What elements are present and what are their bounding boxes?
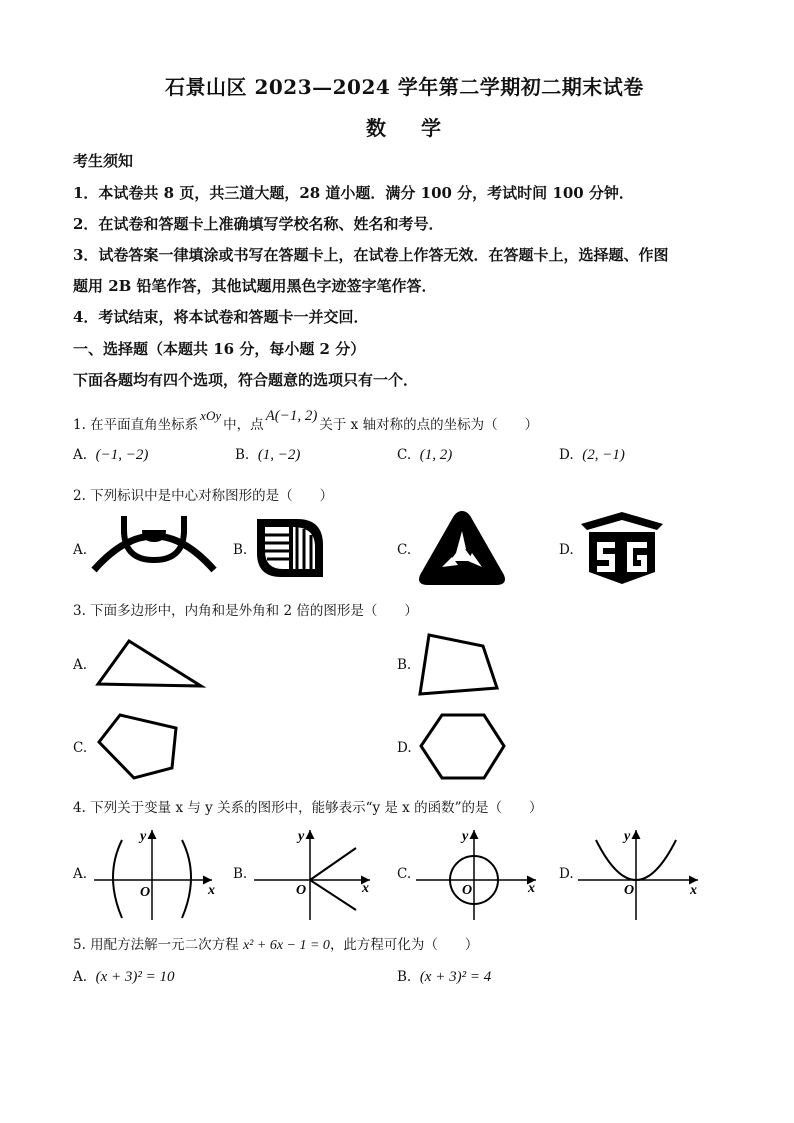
aperture-logo	[416, 509, 508, 587]
hexagon-shape	[418, 712, 506, 782]
option-c	[397, 447, 452, 464]
option-a: A.	[73, 542, 88, 558]
q5-equation: x² + 6x − 1 = 0	[242, 938, 330, 953]
option-d	[559, 447, 625, 464]
exam-title: 石景山区 2023—2024 学年第二学期初二期末试卷	[165, 75, 644, 99]
option-letter: A.	[73, 969, 88, 985]
origin-label: O	[140, 885, 151, 900]
option-letter: A.	[73, 447, 88, 463]
section-title: 一、选择题（本题共 16 分，每小题 2 分）	[73, 340, 366, 358]
graph-b	[252, 826, 382, 922]
axis-y-label: y	[140, 829, 147, 844]
option-b: B.	[233, 542, 248, 558]
option-letter: C.	[397, 447, 412, 463]
option-c: C.	[397, 866, 412, 882]
origin-label: O	[462, 883, 473, 898]
graph-c	[414, 826, 544, 922]
notice-item: 4．考试结束，将本试卷和答题卡一并交回．	[73, 308, 369, 326]
notice-item: 3．试卷答案一律填涂或书写在答题卡上，在试卷上作答无效．在答题卡上，选择题、作图	[73, 246, 669, 264]
option-c: C.	[397, 542, 412, 558]
option-value: (1, −2)	[257, 447, 301, 463]
q5-suffix: ，此方程可化为（ ）	[329, 937, 479, 953]
option-b: B.	[397, 657, 412, 673]
notice-heading: 考生须知	[73, 152, 134, 170]
eye-logo	[88, 512, 220, 576]
question-4: 4. 下列关于变量 x 与 y 关系的图形中，能够表示“y 是 x 的函数”的是（ ）	[73, 800, 543, 816]
q1-mid: 中，点	[223, 417, 264, 433]
subject-title: 数 学	[366, 116, 455, 140]
axis-x-label: x	[362, 881, 369, 896]
axis-x-label: x	[208, 883, 215, 898]
origin-label: O	[296, 883, 307, 898]
quadrilateral-shape	[417, 632, 499, 696]
option-b: B.	[233, 866, 248, 882]
option-letter: B.	[235, 447, 250, 463]
option-value: (x + 3)² = 4	[419, 969, 492, 985]
question-1	[73, 408, 539, 434]
q1-coord-system: xOy	[200, 408, 222, 423]
option-value: (2, −1)	[582, 447, 625, 463]
axis-y-label: y	[298, 829, 305, 844]
pentagon-shape	[96, 712, 180, 782]
origin-label: O	[624, 883, 635, 898]
option-b	[397, 969, 491, 986]
axis-x-label: x	[690, 883, 697, 898]
q5-prefix: 5. 用配方法解一元二次方程	[73, 937, 239, 953]
question-2: 2. 下列标识中是中心对称图形的是（ ）	[73, 488, 334, 504]
question-5	[73, 933, 478, 954]
axis-y-label: y	[462, 829, 469, 844]
notice-item: 题用 2B 铅笔作答，其他试题用黑色字迹签字笔作答．	[73, 277, 437, 295]
option-value: (x + 3)² = 10	[95, 969, 175, 985]
option-d: D.	[397, 740, 412, 756]
option-d: D.	[559, 866, 574, 882]
option-letter: B.	[397, 969, 412, 985]
option-c: C.	[73, 740, 88, 756]
notice-item: 1．本试卷共 8 页，共三道大题，28 道小题．满分 100 分，考试时间 100 分钟．	[73, 184, 634, 202]
option-value: (−1, −2)	[95, 447, 149, 463]
sg-logo	[579, 510, 665, 586]
axis-y-label: y	[624, 829, 631, 844]
graph-d	[576, 826, 706, 922]
option-a: A.	[73, 866, 88, 882]
option-value: (1, 2)	[419, 447, 453, 463]
triangle-shape	[95, 638, 205, 690]
notice-item: 2．在试卷和答题卡上准确填写学校名称、姓名和考号．	[73, 215, 444, 233]
section-instruction: 下面各题均有四个选项，符合题意的选项只有一个．	[73, 371, 419, 389]
axis-x-label: x	[528, 881, 535, 896]
graph-a	[92, 826, 222, 922]
option-a: A.	[73, 657, 88, 673]
option-a	[73, 969, 175, 986]
q1-prefix: 1. 在平面直角坐标系	[73, 417, 199, 433]
q1-point: A(−1, 2)	[265, 408, 318, 424]
option-letter: D.	[559, 447, 574, 463]
leaf-logo	[253, 515, 325, 581]
option-b	[235, 447, 300, 464]
option-d: D.	[559, 542, 574, 558]
q1-suffix: 关于 x 轴对称的点的坐标为（ ）	[319, 417, 539, 433]
question-3: 3. 下面多边形中，内角和是外角和 2 倍的图形是（ ）	[73, 603, 418, 619]
option-a	[73, 447, 148, 464]
